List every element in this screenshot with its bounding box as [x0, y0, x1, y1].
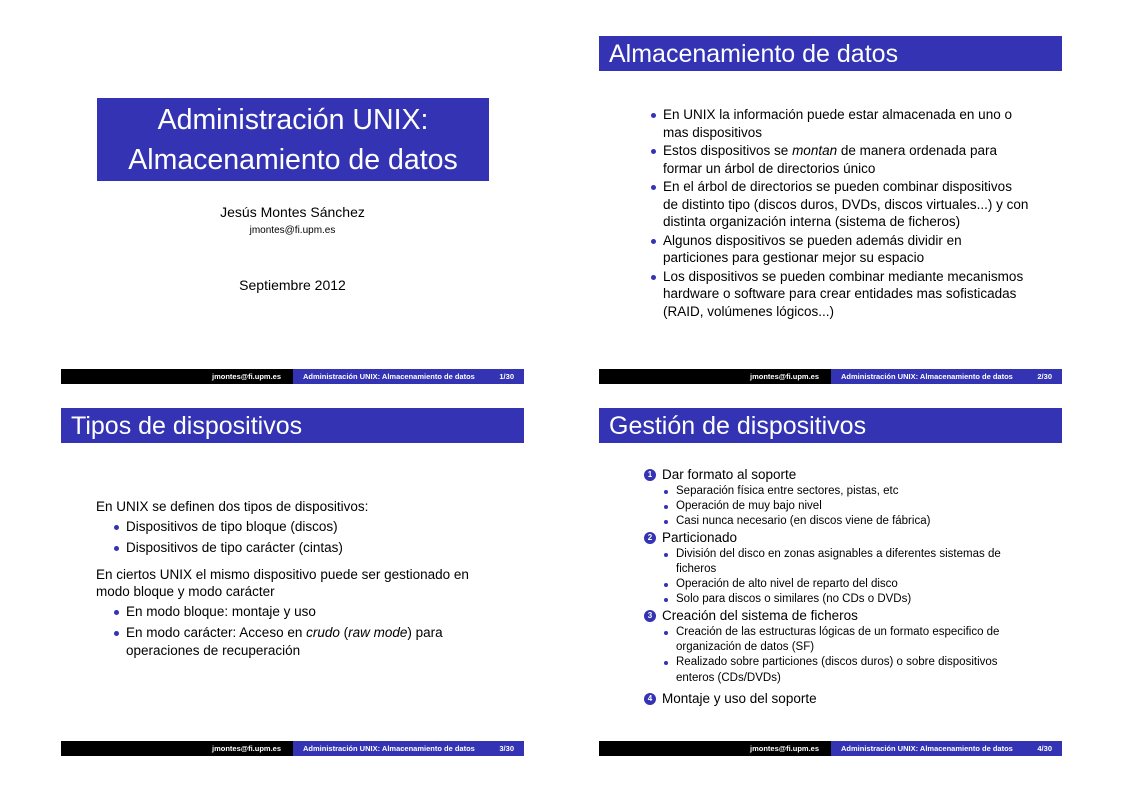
author-name: Jesús Montes Sánchez — [220, 204, 365, 220]
footer-right-panel — [293, 369, 524, 384]
list-item — [649, 178, 1029, 231]
footer-title: Administración UNIX: Almacenamiento de datos — [841, 744, 1013, 753]
bullet-icon — [114, 546, 119, 551]
numbered-item-label: Particionado — [662, 530, 738, 546]
list-item — [112, 518, 496, 536]
slide-footer — [61, 369, 524, 384]
slide-4 — [599, 408, 1062, 756]
frame-title: Tipos de dispositivos — [61, 408, 524, 443]
footer-title: Administración UNIX: Almacenamiento de datos — [841, 372, 1013, 381]
presentation-title-line-2: Almacenamiento de datos — [128, 144, 458, 176]
bullet-emphasis: raw mode — [348, 625, 408, 640]
bullet-icon — [651, 275, 656, 280]
sub-bullet-text: Separación física entre sectores, pistas, etc — [676, 484, 899, 497]
list-item — [662, 625, 1034, 655]
list-item — [112, 539, 496, 557]
numbered-item-label: Dar formato al soporte — [662, 467, 797, 482]
list-item — [649, 142, 1029, 177]
slide-2 — [599, 36, 1062, 384]
list-item — [112, 603, 496, 621]
bullet-icon — [114, 525, 119, 530]
bullet-list — [112, 603, 496, 660]
bullet-icon — [664, 661, 668, 665]
list-item — [662, 592, 1034, 607]
footer-author: jmontes@fi.upm.es — [212, 372, 281, 381]
bullet-icon — [651, 239, 656, 244]
list-item — [649, 232, 1029, 267]
paragraph: En UNIX se definen dos tipos de dispositivos: — [96, 499, 369, 514]
number-badge-icon: 1 — [644, 469, 656, 481]
numbered-item — [644, 690, 1034, 708]
presentation-date: Septiembre 2012 — [239, 277, 346, 293]
bullet-icon — [664, 553, 668, 557]
slide-content — [644, 466, 1034, 707]
bullet-list — [649, 106, 1029, 320]
list-item — [649, 268, 1029, 321]
bullet-icon — [664, 520, 668, 524]
numbered-item — [644, 529, 1034, 607]
sub-list — [662, 484, 1034, 530]
frame-title: Almacenamiento de datos — [599, 36, 1062, 71]
sub-bullet-text: Realizado sobre particiones (discos duros) o sobre dispositivos enteros (CDs/DVDs) — [676, 656, 998, 684]
list-item — [662, 499, 1034, 514]
footer-title: Administración UNIX: Almacenamiento de datos — [303, 744, 475, 753]
footer-page-number: 3/30 — [499, 744, 514, 753]
list-item — [662, 514, 1034, 529]
slide-footer — [599, 741, 1062, 756]
bullet-icon — [664, 631, 668, 635]
list-item — [662, 484, 1034, 499]
bullet-text: ( — [339, 625, 349, 640]
bullet-icon — [651, 113, 656, 118]
sub-list — [662, 625, 1034, 686]
number-badge-icon: 3 — [644, 610, 656, 622]
bullet-icon — [664, 490, 668, 494]
sub-bullet-text: División del disco en zonas asignables a diferentes sistemas de ficheros — [676, 547, 1001, 575]
footer-author: jmontes@fi.upm.es — [750, 744, 819, 753]
bullet-text: ) para operaciones de recuperación — [126, 625, 443, 658]
slide-content — [649, 106, 1029, 321]
number-badge-icon: 2 — [644, 532, 656, 544]
footer-author: jmontes@fi.upm.es — [750, 372, 819, 381]
footer-right-panel — [293, 741, 524, 756]
list-item — [662, 547, 1034, 577]
bullet-text: Algunos dispositivos se pueden además dividir en particiones para gestionar mejor su espacio — [663, 232, 962, 265]
sub-bullet-text: Operación de muy bajo nivel — [676, 499, 822, 512]
footer-page-number: 2/30 — [1037, 372, 1052, 381]
slide-1 — [61, 36, 524, 384]
bullet-text: Estos dispositivos se — [663, 143, 793, 158]
numbered-item — [644, 607, 1034, 685]
footer-right-panel — [831, 741, 1062, 756]
bullet-text: de manera ordenada para formar un árbol de directorios único — [663, 143, 997, 176]
bullet-text: Dispositivos de tipo carácter (cintas) — [126, 540, 343, 555]
bullet-icon — [664, 505, 668, 509]
slide-3 — [61, 408, 524, 756]
slide-footer — [61, 741, 524, 756]
footer-page-number: 4/30 — [1037, 744, 1052, 753]
sub-list — [662, 547, 1034, 608]
bullet-emphasis: montan — [792, 143, 838, 158]
sub-bullet-text: Operación de alto nivel de reparto del disco — [676, 578, 898, 591]
bullet-text: Dispositivos de tipo bloque (discos) — [126, 518, 338, 534]
list-item — [112, 624, 496, 659]
sub-bullet-text: Casi nunca necesario (en discos viene de fábrica) — [676, 514, 931, 527]
list-item — [662, 655, 1034, 685]
bullet-icon — [651, 185, 656, 190]
numbered-item-label: Montaje y uso del soporte — [662, 690, 817, 706]
presentation-title-line-1: Administración UNIX: — [157, 104, 429, 136]
slide-content — [96, 498, 496, 663]
bullet-icon — [114, 631, 119, 636]
bullet-icon — [664, 583, 668, 587]
bullet-text: En modo bloque: montaje y uso — [126, 603, 316, 619]
bullet-icon — [114, 610, 119, 615]
paragraph: En ciertos UNIX el mismo dispositivo puede ser gestionado en modo bloque y modo carácter — [96, 566, 469, 599]
bullet-text: En UNIX la información puede estar almacenada en uno o mas dispositivos — [663, 107, 1012, 140]
footer-right-panel — [831, 369, 1062, 384]
footer-author: jmontes@fi.upm.es — [212, 744, 281, 753]
number-badge-icon: 4 — [644, 693, 656, 705]
list-item — [662, 577, 1034, 592]
list-item — [649, 106, 1029, 141]
bullet-text: En el árbol de directorios se pueden combinar dispositivos de distinto tipo (discos duros, DVDs, discos virtuales...) y con distinta organización interna (sistema de ficheros) — [663, 179, 1029, 229]
bullet-icon — [651, 149, 656, 154]
slide-footer — [599, 369, 1062, 384]
author-email: jmontes@fi.upm.es — [249, 225, 336, 236]
numbered-item — [644, 466, 1034, 529]
sub-bullet-text: Creación de las estructuras lógicas de un formato especifico de organización de datos (SF) — [676, 625, 1000, 654]
frame-title: Gestión de dispositivos — [599, 408, 1062, 443]
numbered-item-label: Creación del sistema de ficheros — [662, 608, 858, 624]
bullet-emphasis: crudo — [306, 625, 340, 640]
bullet-text: Los dispositivos se pueden combinar mediante mecanismos hardware o software para crear entidades mas sofisticadas (RAID, volúmenes lógicos...) — [663, 268, 1024, 319]
bullet-list — [112, 518, 496, 557]
footer-page-number: 1/30 — [499, 372, 514, 381]
presentation-title-box — [97, 98, 489, 181]
bullet-icon — [664, 598, 668, 602]
sub-bullet-text: Solo para discos o similares (no CDs o DVDs) — [676, 593, 912, 606]
footer-title: Administración UNIX: Almacenamiento de datos — [303, 372, 475, 381]
bullet-text: En modo carácter: Acceso en — [126, 625, 307, 640]
